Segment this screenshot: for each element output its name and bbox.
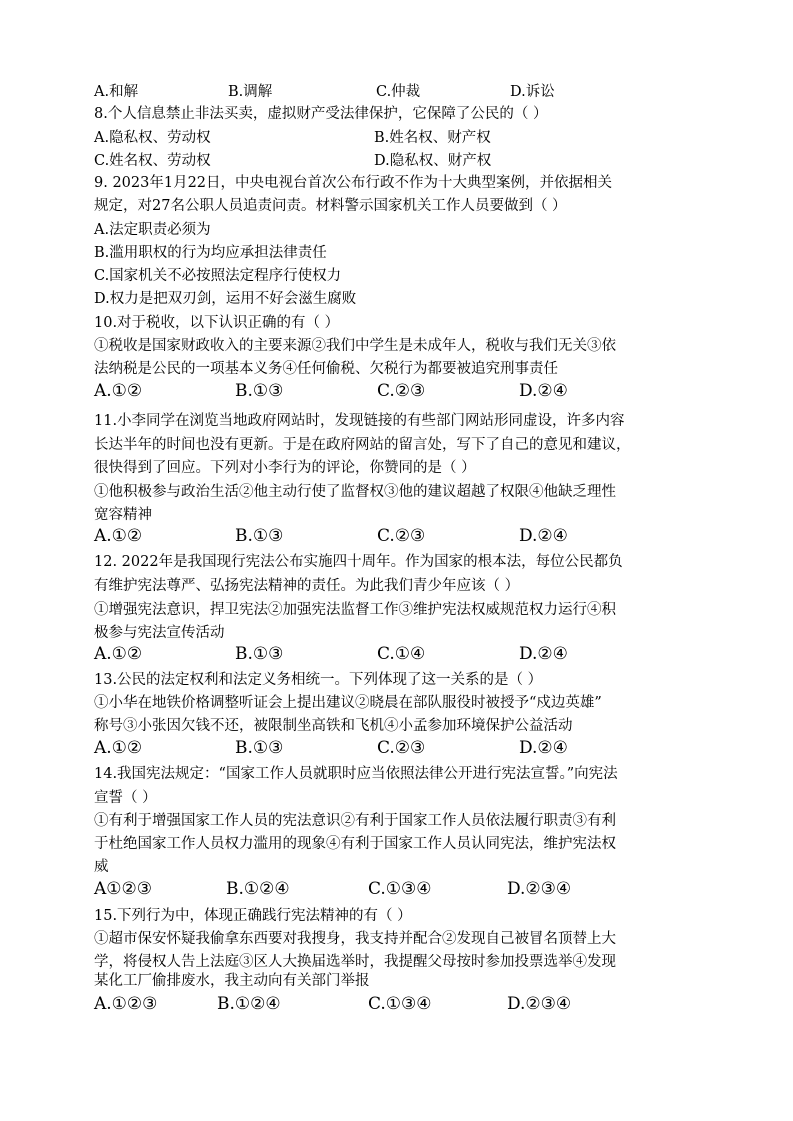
option-a: A.①② [94, 738, 143, 758]
option-a: A.①② [94, 526, 143, 546]
option-b: B.①③ [235, 644, 284, 664]
question-stem: 9. 2023年1月22日，中央电视台首次公布行政不作为十大典型案例，并依据相关 [94, 175, 613, 191]
option-a: A.隐私权、劳动权 [94, 130, 211, 146]
statement-line: 学，将侵权人告上法庭③区人大换届选举时，我提醒父母按时参加投票选举④发现 [94, 954, 616, 970]
question-stem: 14.我国宪法规定：“国家工作人员就职时应当依照法律公开进行宪法宣誓。”向宪法 [94, 766, 618, 782]
statement-line: ①增强宪法意识，捍卫宪法②加强宪法监督工作③维护宪法权威规范权力运行④积 [94, 602, 616, 618]
option-c: C.②③ [377, 381, 426, 401]
question-stem: 12. 2022年是我国现行宪法公布实施四十周年。作为国家的根本法，每位公民都负 [94, 554, 623, 570]
statement-line: ①他积极参与政治生活②他主动行使了监督权③他的建议超越了权限④他缺乏理性 [94, 484, 616, 500]
option-a: A.①②③ [94, 994, 158, 1014]
option-a: A①②③ [94, 879, 152, 899]
statement-line: ①有利于增强国家工作人员的宪法意识②有利于国家工作人员依法履行职责③有利 [94, 813, 616, 829]
option-c: C.姓名权、劳动权 [94, 153, 211, 169]
option-b: B.①③ [235, 738, 284, 758]
option-a: A.法定职责必须为 [94, 222, 211, 238]
option-a: A.①② [94, 644, 143, 664]
question-stem: 长达半年的时间也没有更新。于是在政府网站的留言处，写下了自己的意见和建议， [94, 437, 631, 453]
question-stem: 10.对于税收，以下认识正确的有（ ） [94, 315, 340, 331]
statement-line: 宽容精神 [94, 507, 152, 523]
option-a: A.①② [94, 381, 143, 401]
statement-line: 极参与宪法宣传活动 [94, 625, 225, 641]
statement-line: ①小华在地铁价格调整听证会上提出建议②晓晨在部队服役时被授予“戍边英雄” [94, 695, 602, 711]
question-stem: 很快得到了回应。下列对小李行为的评论，你赞同的是（ ） [94, 460, 476, 476]
option-c: C.国家机关不必按照法定程序行使权力 [94, 268, 342, 284]
statement-line: 威 [94, 859, 109, 875]
question-stem: 15.下列行为中，体现正确践行宪法精神的有（ ） [94, 908, 412, 924]
option-c: C.①③④ [368, 994, 432, 1014]
question-stem: 规定，对27名公职人员追责问责。材料警示国家机关工作人员要做到（ ） [94, 198, 567, 214]
statement-line: 法纳税是公民的一项基本义务④任何偷税、欠税行为都要被追究刑事责任 [94, 361, 558, 377]
option-b: B.滥用职权的行为均应承担法律责任 [94, 245, 327, 261]
option-c: C.仲裁 [376, 84, 421, 100]
option-b: B.调解 [228, 84, 273, 100]
option-b: B.①③ [235, 381, 284, 401]
question-stem: 有维护宪法尊严、弘扬宪法精神的责任。为此我们青少年应该（ ） [94, 578, 520, 594]
option-c: C.②③ [377, 526, 426, 546]
option-b: B.①②④ [226, 879, 290, 899]
question-stem: 11.小李同学在浏览当地政府网站时，发现链接的有些部门网站形同虚设，许多内容 [94, 413, 625, 429]
option-c: C.①③④ [368, 879, 432, 899]
option-d: D.②④ [519, 644, 568, 664]
option-d: D.②④ [519, 526, 568, 546]
option-b: B.①②④ [217, 994, 281, 1014]
option-d: D.②④ [519, 381, 568, 401]
option-b: B.姓名权、财产权 [374, 130, 491, 146]
statement-line: ①超市保安怀疑我偷拿东西要对我搜身，我支持并配合②发现自己被冒名顶替上大 [94, 931, 616, 947]
option-d: D.诉讼 [510, 84, 555, 100]
option-a: A.和解 [94, 84, 139, 100]
question-stem: 8.个人信息禁止非法买卖，虚拟财产受法律保护，它保障了公民的（ ） [94, 106, 548, 122]
option-c: C.①④ [377, 644, 426, 664]
option-d: D.权力是把双刃剑，运用不好会滋生腐败 [94, 291, 357, 307]
option-c: C.②③ [377, 738, 426, 758]
option-d: D.②④ [519, 738, 568, 758]
statement-line: 称号③小张因欠钱不还，被限制坐高铁和飞机④小孟参加环境保护公益活动 [94, 718, 573, 734]
question-stem: 宣誓（ ） [94, 790, 157, 806]
option-d: D.②③④ [507, 879, 572, 899]
statement-line: 于杜绝国家工作人员权力滥用的现象④有利于国家工作人员认同宪法，维护宪法权 [94, 836, 616, 852]
statement-line: ①税收是国家财政收入的主要来源②我们中学生是未成年人，税收与我们无关③依 [94, 338, 616, 354]
option-d: D.隐私权、财产权 [374, 153, 492, 169]
statement-line: 某化工厂偷排废水，我主动向有关部门举报 [94, 973, 370, 989]
question-stem: 13.公民的法定权利和法定义务相统一。下列体现了这一关系的是（ ） [94, 672, 543, 688]
option-d: D.②③④ [507, 994, 572, 1014]
option-b: B.①③ [235, 526, 284, 546]
